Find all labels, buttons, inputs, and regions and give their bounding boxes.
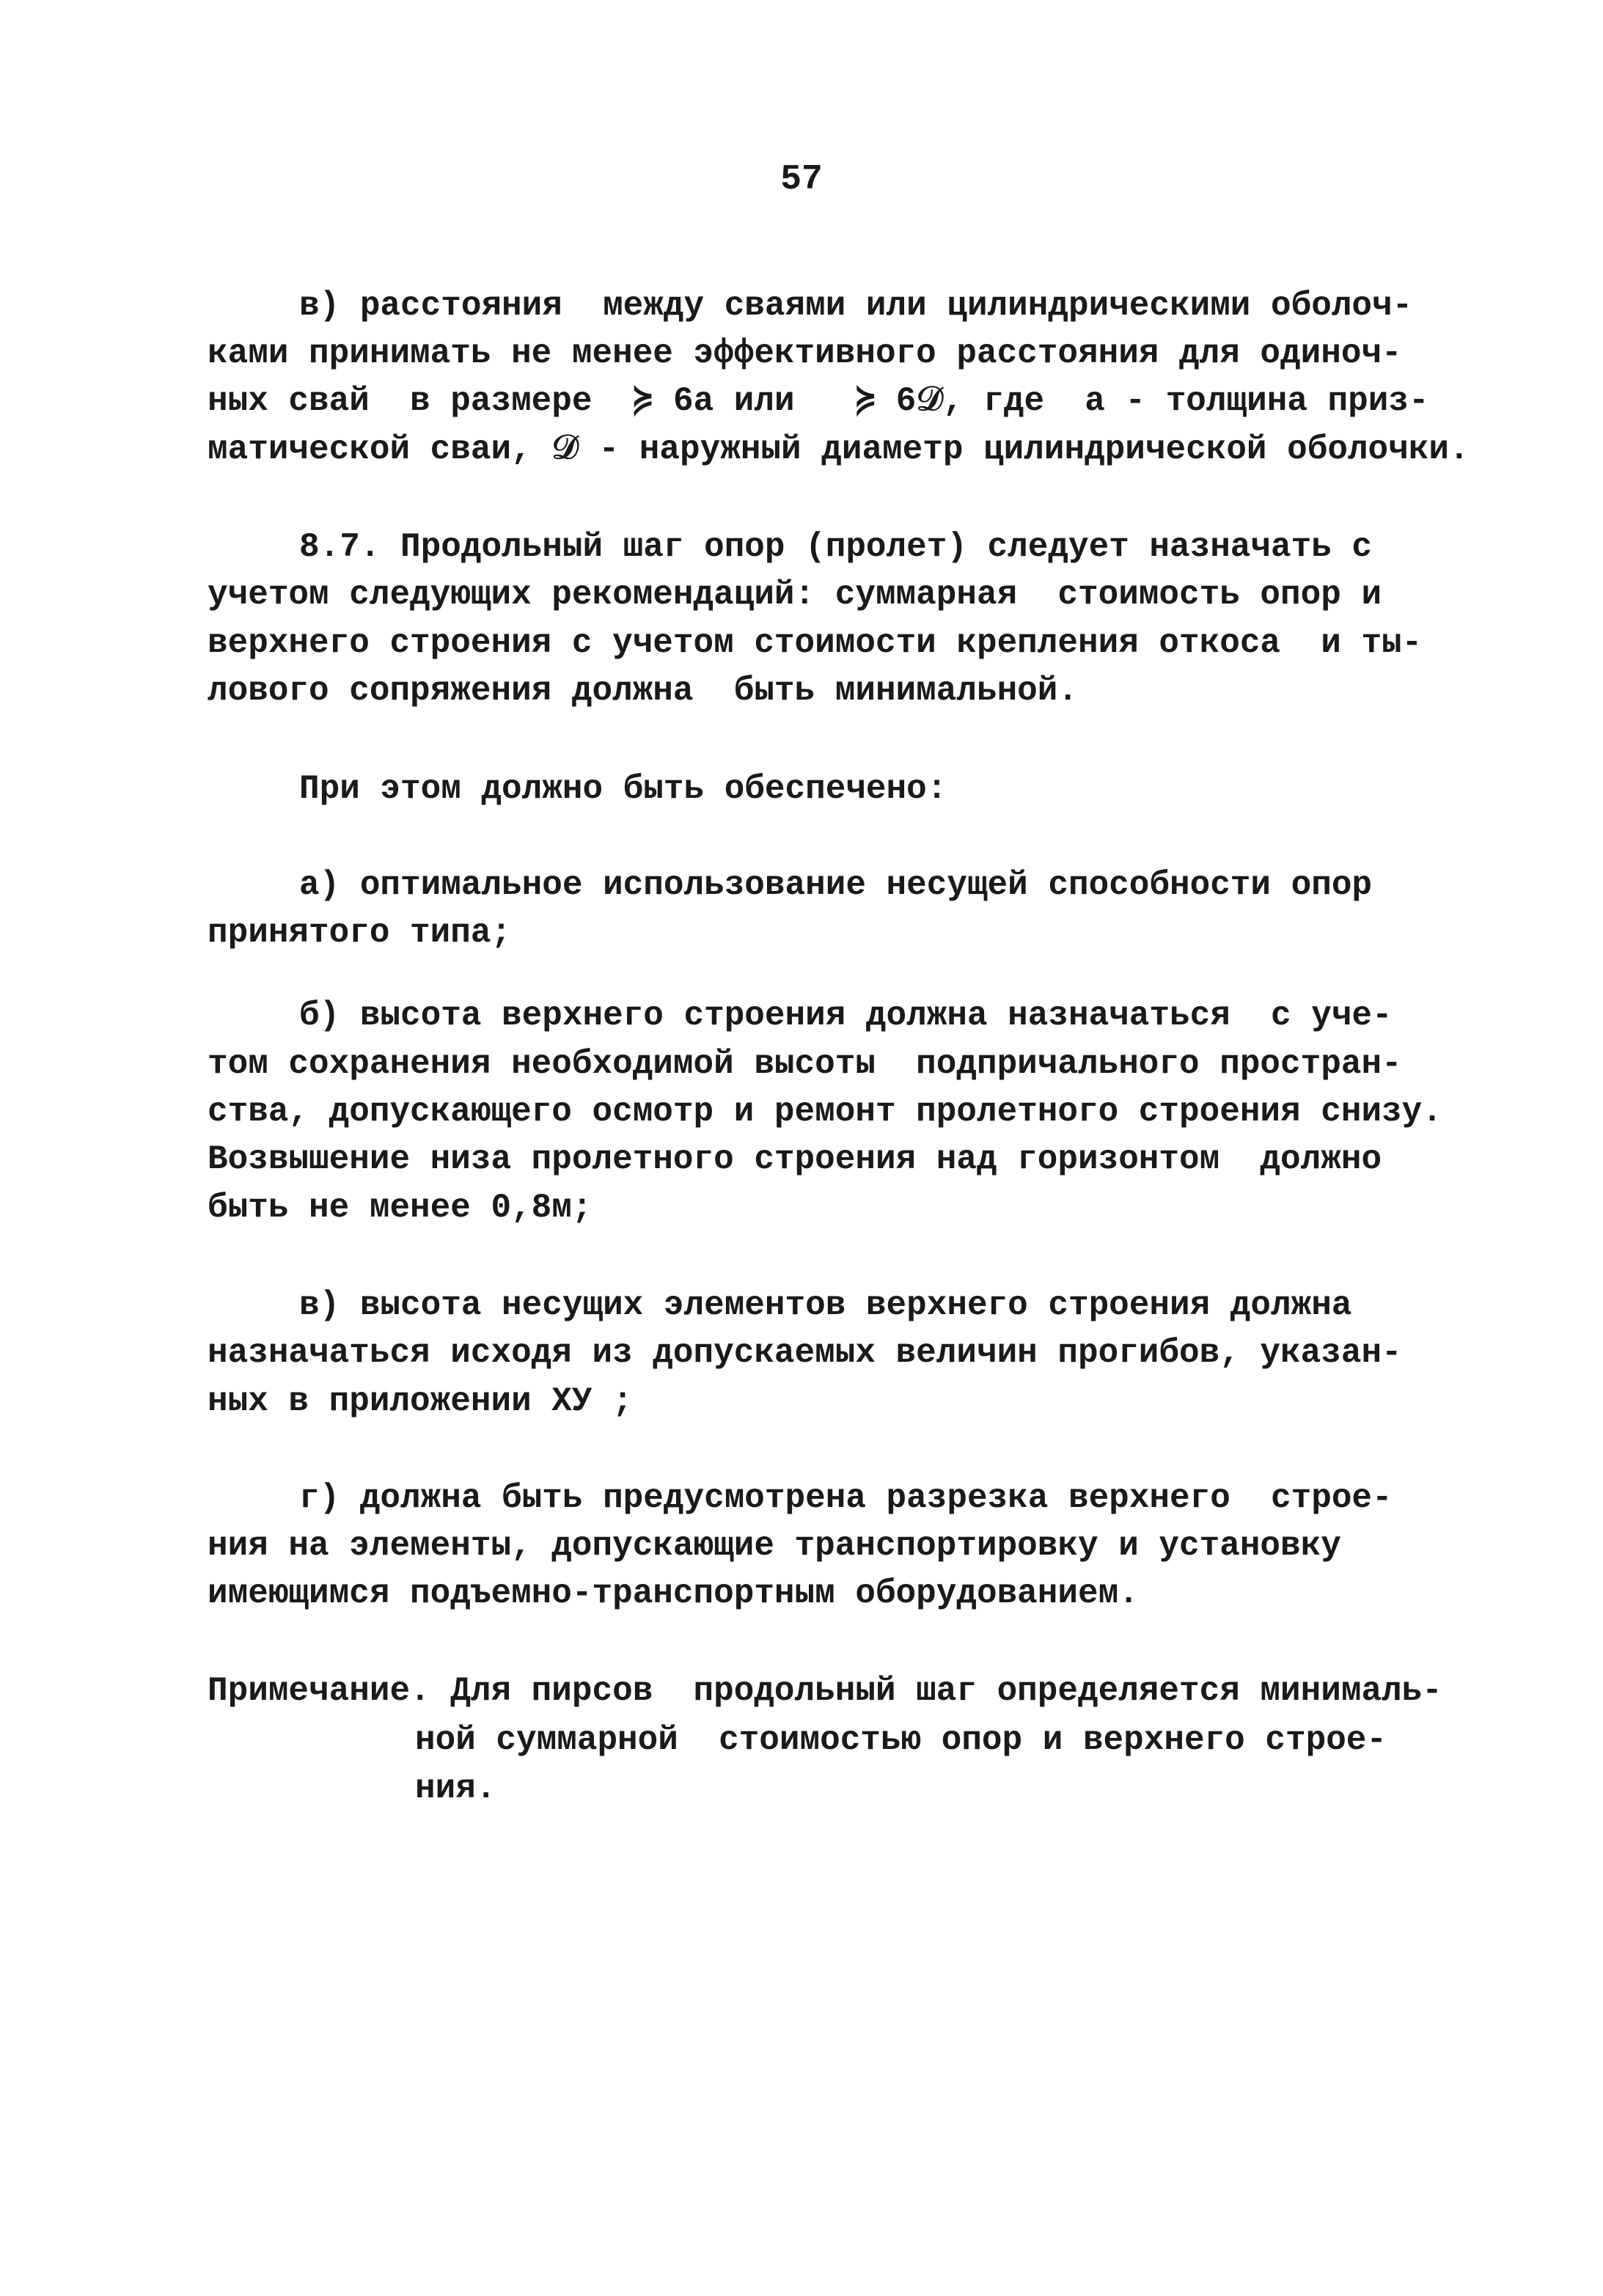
- text-line: лового сопряжения должна быть минимальной.: [208, 672, 1078, 710]
- text-line: верхнего строения с учетом стоимости крепления откоса и ты-: [208, 624, 1423, 662]
- text-line: г) должна быть предусмотрена разрезка верхнего строе-: [299, 1479, 1393, 1517]
- text-line: имеющимся подъемно-транспортным оборудованием.: [208, 1574, 1139, 1613]
- text-line: учетом следующих рекомендаций: суммарная стоимость опор и: [208, 576, 1382, 614]
- text-line: в) расстояния между сваями или цилиндрическими оболоч-: [299, 287, 1413, 325]
- text-line: При этом должно быть обеспечено:: [299, 770, 947, 808]
- text-line: том сохранения необходимой высоты подпричального простран-: [208, 1045, 1402, 1083]
- text-line: быть не менее 0,8м;: [208, 1189, 593, 1227]
- text-line: Возвышение низа пролетного строения над горизонтом должно: [208, 1140, 1382, 1178]
- text-line: ства, допускающего осмотр и ремонт пролетного строения снизу.: [208, 1093, 1442, 1131]
- note-line: ния.: [415, 1769, 496, 1808]
- text-line: ния на элементы, допускающие транспортировку и установку: [208, 1527, 1341, 1565]
- text-line: матической сваи, 𝒟 - наружный диаметр цилиндрической оболочки.: [208, 430, 1470, 469]
- text-line: ных свай в размере ≽ 6а или ≽ 6𝒟, где а - толщина приз-: [208, 382, 1429, 420]
- text-line: назначаться исходя из допускаемых величин прогибов, указан-: [208, 1334, 1402, 1372]
- text-line: ных в приложении ХУ ;: [208, 1382, 633, 1420]
- text-line: ками принимать не менее эффективного расстояния для одиноч-: [208, 334, 1402, 373]
- note-line: ной суммарной стоимостью опор и верхнего строе-: [415, 1721, 1387, 1759]
- text-line: а) оптимальное использование несущей способности опор: [299, 866, 1373, 904]
- text-line: б) высота верхнего строения должна назначаться с уче-: [299, 997, 1393, 1035]
- text-line: в) высота несущих элементов верхнего строения должна: [299, 1286, 1352, 1324]
- note-line: Примечание. Для пирсов продольный шаг определяется минималь-: [208, 1672, 1442, 1710]
- text-line: принятого типа;: [208, 914, 512, 952]
- page-number: 57: [780, 160, 823, 199]
- text-line: 8.7. Продольный шаг опор (пролет) следует назначать с: [299, 528, 1373, 566]
